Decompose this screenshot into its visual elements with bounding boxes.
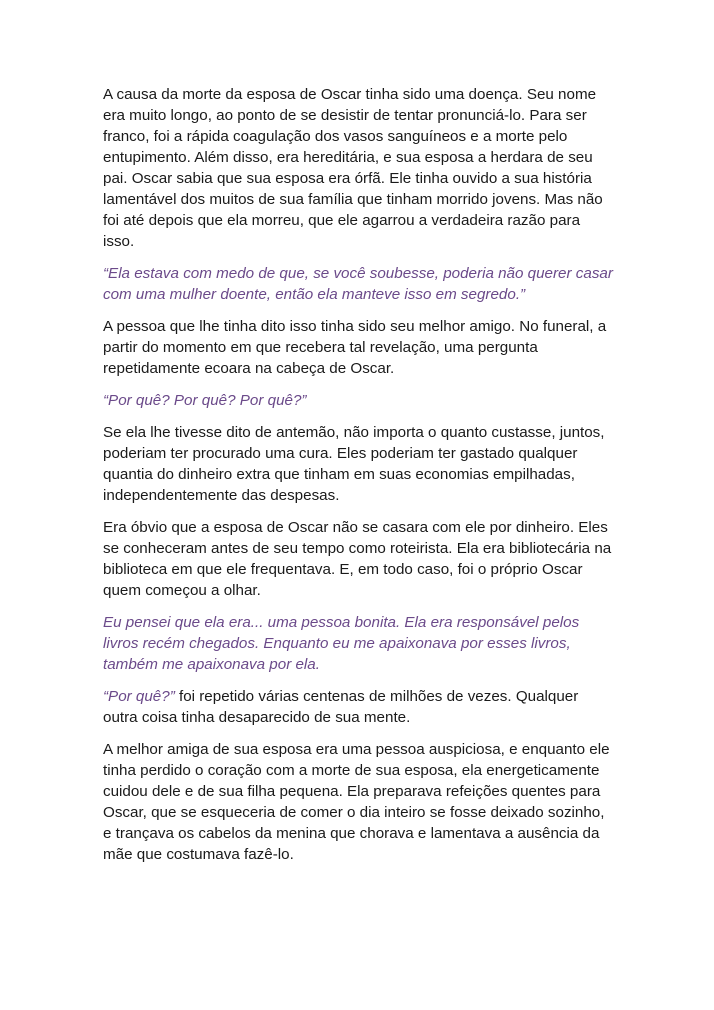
paragraph-6: A melhor amiga de sua esposa era uma pessoa auspiciosa, e enquanto ele tinha perdido o coração com a morte de sua esposa, ela energeticamente cuidou dele e de sua filha pequena. Ela preparava refeições quentes para Oscar, que se esqueceria de comer o dia inteiro se fosse deixado sozinho, e trançava os cabelos da menina que chorava e lamentava a ausência da mãe que costumava fazê-lo.	[103, 741, 610, 863]
quote-3: Eu pensei que ela era... uma pessoa bonita. Ela era responsável pelos livros recém chegados. Enquanto eu me apaixonava por esses livros, também me apaixonava por ela.	[103, 614, 580, 673]
paragraph-4: Era óbvio que a esposa de Oscar não se casara com ele por dinheiro. Eles se conheceram antes de seu tempo como roteirista. Ela era bibliotecária na biblioteca em que ele frequentava. E, em todo caso, foi o próprio Oscar quem começou a olhar.	[103, 519, 612, 599]
paragraph-1: A causa da morte da esposa de Oscar tinha sido uma doença. Seu nome era muito longo, ao ponto de se desistir de tentar pronunciá-lo. Para ser franco, foi a rápida coagulação dos vasos sanguíneos e a morte pelo entupimento. Além disso, era hereditária, e sua esposa a herdara de seu pai. Oscar sabia que sua esposa era órfã. Ele tinha ouvido a sua história lamentável dos muitos de sua família que tinham morrido jovens. Mas não foi até depois que ela morreu, que ele agarrou a verdadeira razão para isso.	[103, 86, 603, 250]
paragraph-3: Se ela lhe tivesse dito de antemão, não importa o quanto custasse, juntos, poderiam ter procurado uma cura. Eles poderiam ter gastado qualquer quantia do dinheiro extra que tinham em suas economias empilhadas, independentemente das despesas.	[103, 424, 605, 504]
document-page	[103, 84, 613, 876]
inline-quote: “Por quê?”	[103, 688, 175, 705]
paragraph-5	[103, 686, 613, 728]
quote-2: “Por quê? Por quê? Por quê?”	[103, 392, 307, 409]
quote-1: “Ela estava com medo de que, se você soubesse, poderia não querer casar com uma mulher doente, então ela manteve isso em segredo.”	[103, 265, 613, 303]
paragraph-2: A pessoa que lhe tinha dito isso tinha sido seu melhor amigo. No funeral, a partir do momento em que recebera tal revelação, uma pergunta repetidamente ecoara na cabeça de Oscar.	[103, 318, 607, 377]
paragraph-5-text: foi repetido várias centenas de milhões de vezes. Qualquer outra coisa tinha desaparecido de sua mente.	[103, 688, 579, 726]
